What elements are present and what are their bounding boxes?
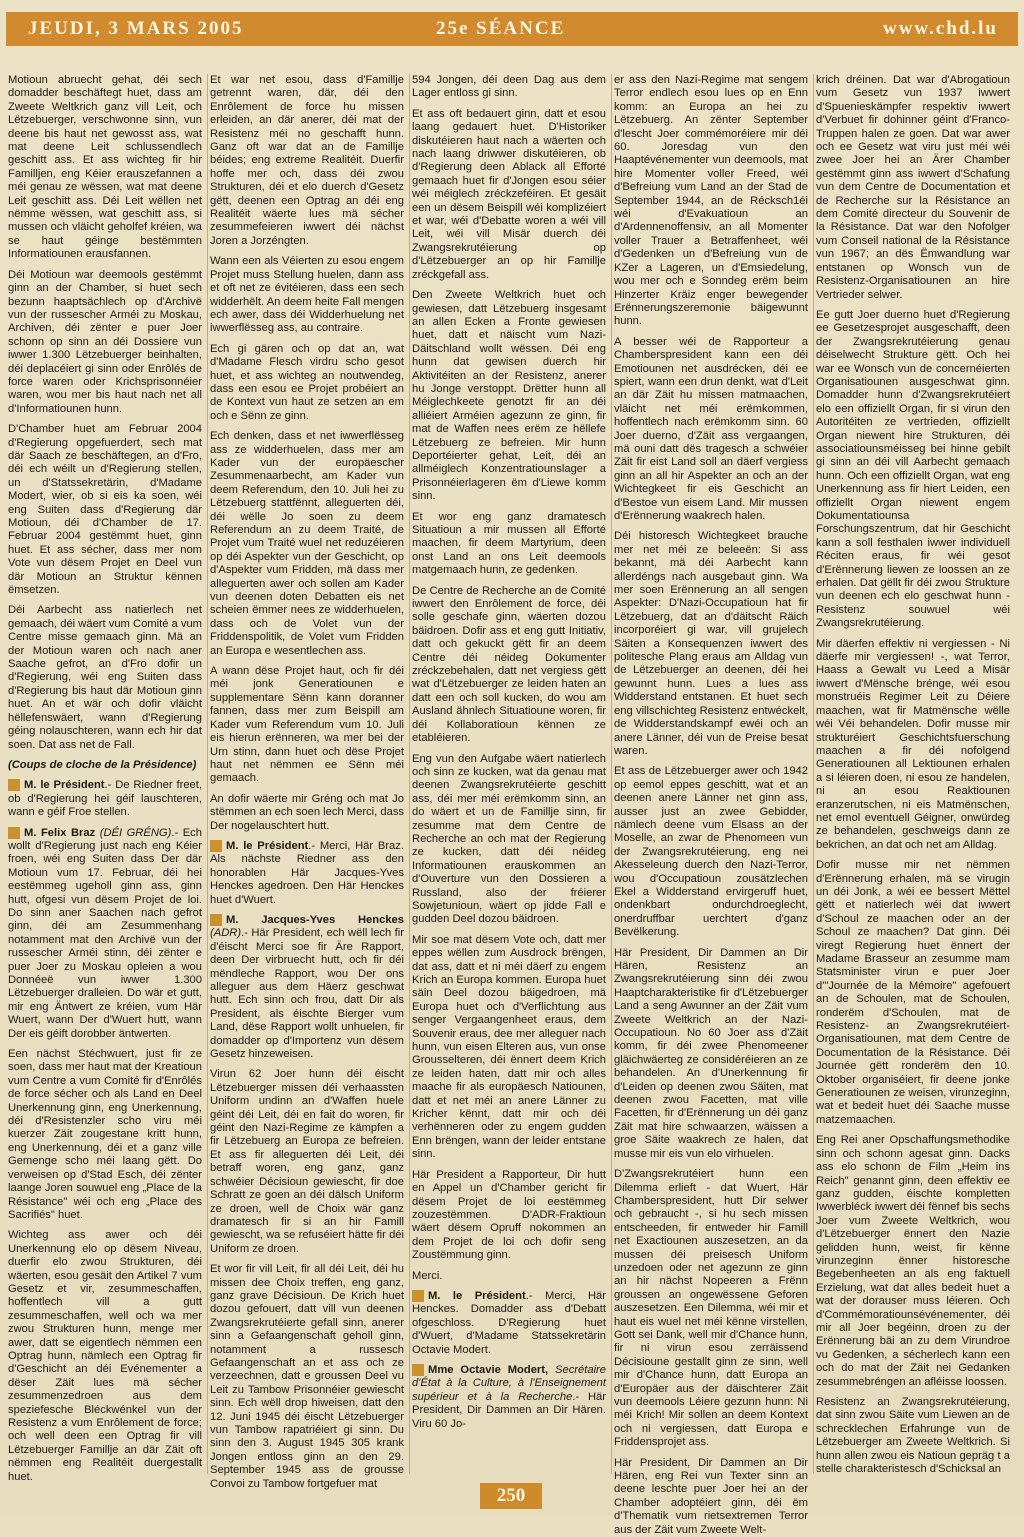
- speaker-name: Mme Octavie Modert,: [412, 1364, 548, 1376]
- paragraph: An dofir wäerte mir Gréng och mat Jo stëmmen an ech soen lech Merci, dass Der nogelauschtert hutt.: [210, 792, 405, 832]
- paragraph: Dofir musse mir net nëmmen d'Erënnerung erhalen, mä se virugin un déi Jonk, a wéi ee bessert Mëttel gëtt et natierlech wéi dat iwwert d'Schoul ze maachen oder an der Schoul ze maachen? Dat ginn. Déi viregt Regierung huet ënnert der Madame Brasseur an zesumme mam Statsminister virun e puer Joer d'"Journée de la Mémoire" agefouert an de Schoulen, mat de Schoulen, ronderëm d'Schoulen, mat de Resistenz- an Zwangsrekrutéiert-Organisatiounen, mat dem Centre de Documentation de la Résistance. Déi Journée gëtt ronderëm den 10. Oktober organiséiert, fir deene jonke Generatiounen ze weisen, virunzeginn, wat et bedeit huet déi Saache musse matzemaachen.: [816, 859, 1010, 1126]
- paragraph: Virun 62 Joer hunn déi éischt Lëtzebuerger missen déi verhaassten Uniform undinn an d'Waffen huele géint déi Leit, déi en fait do woren, fir géint den Nazi-Regime ze kämpfen a fir Lëtzebuerg an Europa ze befreien. Et ass fir alleguerten déi Leit, déi betraff woren, eng ganz, ganz schwéier Décisioun gewiescht, fir doe Schratt ze goen an déi dälsch Uniform ze droen, well de Choix wär ganz dramatesch fir si an hir Famill gewiescht, wa se refuséiert hätte fir déi Uniform ze droen.: [210, 1068, 404, 1255]
- speaker-turn: [210, 914, 404, 1061]
- paragraph: er ass den Nazi-Regime mat sengem Terror endlech esou lues op en Enn komm: an Europa an hei zu Lëtzebuerg. An zënter September d'lescht Joer commémoréiere mir déi 60. Joresdag vun den Haaptévénementer vun deemools, mat hire Momenter voller Freed, wéi d'Befreiung vum Land an der Stad de September 1944, an de Récksch1éi wéi d'Evakuatioun an d'Ardennenoffensiv, an all Momenter voller Trauer a Betraffenheet, wéi d'Gedenken un d'Befreiung vun de KZer a Lageren, un d'Emsiedelung, wou mer och e Sonndeg erëm beim Hinzerter Kräiz enger bewegender Erënnerungszeremonie bäigewunnt hunn.: [614, 74, 808, 328]
- paragraph: Eng Rei aner Opschaffungsmethodike sinn och schonn agesat ginn. Dacks ass elo schonn de Film „Heim ins Reich" genannt ginn, deen effektiv ee ganz gudden, éischte kompletten Iwwerbléck iwwert déi fënnef bis sechs Joer vum Zweete Weltkrich, wou d'Lëtzebuerger ënnert den Nazie gelidden hunn, weist, fir kënne virunzeginn ënner historesche Begebenheeten an als eng faktuell Erzielung, wat dat alles bedeit huet a wat der dorauser muss léieren. Och d'Commémoratiounsévénementer, déi mir all Joer begéinn, droen zu der Erënnerung bäi an zu dem Virundroe vu Gedenken, a sécherlech kann een och do mat der Zäit nei Gedanken zesummebréngen an afléisse loossen.: [816, 1134, 1010, 1388]
- paragraph: Här President, Dir Dammen an Dir Hären, Resistenz an Zwangsrekrutéierung sinn déi zwou Haaptcharakteristike fir d'Lëtzebuerger Land a seng Awunner an der Zäit vum Zweete Weltkrich an der Nazi-Occupatioun. No 60 Joer ass d'Zäit komm, fir déi zwee Phenomeener gläichwäerteg ze considéréieren an ze behandelen. An d'Unerkennung fir d'Leiden op deenen zwou Säiten, mat deenen zwou Facetten, mat ville Facetten, fir d'Erënnerung un déi ganz Zäit mat hire schwaarzen, wäissen a groe Säite waakrech ze halen, dat musse mir eis vun elo virhuelen.: [614, 946, 808, 1160]
- header-session: 25e SÉANCE: [436, 18, 566, 39]
- speaker-name: M. Felix Braz: [8, 827, 95, 839]
- paragraph: Ech gi gären och op dat an, wat d'Madame Flesch virdru scho gesot huet, et ass wichteg an noutwendeg, dass een esou ee Projet probéiert an de Kontext vun haut ze setzen an em och e Sënn ze ginn.: [210, 342, 404, 422]
- speech-text: .- Här President, ech wëll lech fir d'éischt Merci soe fir Äre Rapport, deen Der virbruecht hutt, och fir déi mëndleche Rapport, wou Der ons alleguer aus dem Häerz geschwat hutt. Ech sinn och frou, datt Dir als President, als éischte Bierger vum Land, dëse Rapport wollt unhuelen, fir domadder op d'Importenz vun dësem Gesetz hinzeweisen.: [210, 927, 404, 1061]
- speaker-turn: [412, 1364, 606, 1431]
- paragraph: Wichteg ass awer och déi Unerkennung elo op dësem Niveau, duerfir elo zwou Strukturen, déi wäerten, esou gesäit den Artikel 7 vum Gesetz et vir, zesummeschaffen, hoffentlech vill a gutt zesummeschaffen, well och wa mer zwou Strukturen hunn, menge mer awer, datt se eigentlech nëmmen een Optrag hunn, nämlech een Optrag fir d'Geschicht an déi Evénementer a dëser Zäit lues mä sécher zesummenzedroen aus dem speziefesche Bléckwénkel vun der Resistenz a vum Enrôlement de force; och well deen een Optrag fir vill Lëtzebuerger Famillje an där Zäit oft nëmmen eng Realitéit duergestallt huet.: [8, 1229, 202, 1483]
- speaker-name: M. Jacques-Yves Henckes: [210, 914, 404, 926]
- column-1: [8, 74, 202, 1484]
- paragraph: Ee gutt Joer duerno huet d'Regierung ee Gesetzesprojet ausgeschafft, deen der Zwangsrekrutéierung genau déiselwecht Strukture gëtt. Och hei war ee Wonsch vun de concernéierten Organisatiounen ausgeschwat ginn. Domadder hunn d'Zwangsrekrutéiert elo een offiziellt Organ, fir si virun den Autoritéiten ze vertrieden, offiziellt Organ niewent hire Strukturen, déi associatiounsméisseg bei hinne gebilt gi sinn an déi vill Aarbecht gemaach hunn. Och een offiziellt Organ, wat eng Unerkennung ass fir hiert Leiden, een offiziellt Organ niewent engem Dokumentatiounsa Forschungszentrum, dat hir Geschicht kann a soll festhalen iwwer individuell Réciten eraus, fir wéi gesot d'Erënnerung liewen ze loossen an ze erhalen. Dat gëllt fir déi zwou Strukture vun deenen ech elo geschwat hunn - Resistenz souwuel wéi Zwangsrekrutéierung.: [816, 308, 1010, 630]
- header-date: JEUDI, 3 MARS 2005: [28, 18, 244, 39]
- paragraph: Mir däerfen effektiv ni vergiessen - Ni däerfe mir vergiessen! -, wat Terror, Haass a Gewalt vu Leed a Misär iwwert d'Mënsche brénge, wéi esou monstruéis Regimer Leit zu Déiere maachen, wat fir Matmënsche wëlle wéi Véi behandelen. Dofir musse mir strukturéiert Geschichtsfuerschung maachen a fir déi nofolgend Generatiounen all Lektiounen erhalen a si léieren doen, ni esou ze handelen, ni an esou Reaktiounen eranzerutschen, ni eis Matmënschen, net emol eventuell Géigner, onwürdeg ze behandelen, geschweigs dann ze bekrichen, an dat och net am Alldag.: [816, 637, 1010, 851]
- speaker-role: Secrétaire d'État à la Culture, à l'Enseignement supérieur et à la Recherche: [412, 1363, 607, 1403]
- paragraph: D'Chamber huet am Februar 2004 d'Regierung opgefuerdert, sech mat där Saach ze beschäftegen, an d'Fro, déi ech wéilt un d'Regierung stellen, un d'Statssekretärin, d'Madame Modert, wier, ob si eis ka soen, wéi eng Suiten dass d'Regierung där Motioun, déi d'Chamber de 17. Februar 2004 gestëmmt huet, ginn huet. Et ass sécher, dass mer nom Vote vun dësem Projet en Deel vun där Motioun an Struktur kënnen ëmsetzen.: [8, 423, 202, 597]
- paragraph: Een nächst Stéchwuert, just fir ze soen, dass mer haut mat der Kreatioun vum Centre a vum Comité fir d'Enrôlés de force sécher och als Land en Deel Unerkennung ginn, eng Unerkennung, déi d'Resistenzler scho viru méi kuerzer Zäit zougestane kritt hunn, eng Unerkennung, déi et a ganz ville Gemenge scho méi laang gëtt. Do verweisen op d'Stad Esch, déi zënter laange Joren souwuel eng „Place de la Résistance" wéi och eng „Place des Sacrifiés" huet.: [8, 1048, 202, 1221]
- paragraph: Här President, Dir Dammen an Dir Hären, eng Rei vun Texter sinn an deene leschte puer Joer hei an der Chamber adoptéiert ginn, déi ëm d'Thematik vum rietsextremen Terror aus der Zäit vum Zweete Welt-: [614, 1456, 808, 1536]
- paragraph: Et ass oft bedauert ginn, datt et esou laang gedauert huet. D'Historiker diskutéieren haut nach a wäerten och nach laang driwwer diskutéieren, ob d'Regierung deen Ablack all Efforté gemaach huet fir d'Jongen esou séier wéi méiglech zréckzeféiren. Et gesäit een un dësem Beispill wéi komplizéiert et war, wéi d'Debatte woren a wéi vill Leit, wéi vill Misär duerch déi Zwangsrekrutéierung op d'Lëtzebuerger an op hir Famillje zréckgefall ass.: [412, 107, 606, 281]
- speaker-party: (ADR): [210, 927, 242, 940]
- speech-text: .- Här President, Dir Dammen an Dir Hären. Viru 60 Jo-: [412, 1390, 606, 1430]
- column-5: [816, 74, 1010, 1484]
- speaker-turn: [8, 779, 202, 819]
- stage-direction: (Coups de cloche de la Présidence): [8, 758, 197, 771]
- paragraph: Déi Motioun war deemools gestëmmt ginn an der Chamber, si huet sech bezunn haaptsächlech op d'Archivë vun der russescher Arméi zu Moskau, Archiven, déi zënter e puer Joer schonn op sinn an déi Dossiere vun iwwer 1.300 Lëtzebuerger beinhalten, déi deplacéiert gi sinn oder Enrôlés de force waren oder Krichsprisonnéier waren, wou mer bis haut nach net all d'Informatiounen hunn.: [8, 268, 202, 415]
- paragraph: Merci.: [412, 1269, 443, 1282]
- paragraph: Här President a Rapporteur, Dir hutt en Appel un d'Chamber gericht fir dësem Projet de loi eestëmmeg zouzestëmmen. D'ADR-Fraktioun wäert dësem Opruff nokommen an dem Projet de loi och dofir seng Zoustëmmung ginn.: [412, 1168, 606, 1262]
- paragraph: Wann een als Véierten zu esou engem Projet muss Stellung huelen, dann ass et oft net ze évitéieren, dass een sech widderhëlt. An deem heite Fall mengen ech awer, dass déi Widderhuelung net iwwerflësseg ass, au contraire.: [210, 255, 404, 335]
- column-2: [210, 74, 405, 1490]
- speech-text: .- Ech wollt d'Regierung just nach eng Kéier froen, wéi eng Suiten dass Der där Motioun vum 17. Februar, déi hei eestëmmeg ugeholl ginn ass, ginn hutt, ofgesi vun dësem Projet de loi. Do sinn aner Saachen nach gefrot ginn, déi am Zesummenhang notamment mat den Archivë vun der russescher Arméi stinn, déi zënter e puer Joer zu Moskau opleien a wou Donnéeë vun iwwer 1.300 Lëtzebuerger dralleien. Do wär et gutt, mir eng Äntwert ze kréien, vum Här Wuert, wann Der d'Wuert hutt, wann Der eis géift dorobber äntwerten.: [8, 826, 202, 1040]
- speaker-name: M. le Président: [8, 779, 105, 791]
- paragraph: Et war net esou, dass d'Famillje getrennt waren, där, déi den Enrôlement de force hu missen erleiden, an där anerer, déi mat der Resistenz méi no geschafft hunn. Ganz oft war dat an de Famillje béides; eng extreme Realitéit. Duerfir hoffe mer och, dass déi zwou Strukturen, déi et elo duerch d'Gesetz gëtt, deenen een Optrag an déi eng Realitéit wäerte lues mä sécher zesummefeieren iwwert déi nächst Joren a Jorzéngten.: [210, 74, 404, 247]
- column-3: [412, 74, 606, 1484]
- paragraph: D'Zwangsrekrutéiert hunn een Dilemma erlieft - dat Wuert, Här Chamberspresident, hutt Dir selwer och gebraucht -, si hu sech missen entscheeden, fir entweder hir Famill net Exactiounen auszesetzen, an da mussen déi preisesch Uniform unzedoen oder net agezunn ze ginn an hir nächst Nopeeren a Frënn groussen an ongewëssene Geforen auszesetzen. Een Dilemma, wéi mir et haut eis wuel net méi kënne virstellen, Gott sei Dank, well mir d'Chance hunn, fir ni virun esou zerräissend Décisioune gestallt ginn ze sinn, well mir d'Chance hunn, datt Europa an d'Europäer aus der däischterer Zäit vun deemools Léiere gezunn hunn: Ni méi Krich! Mir sollen an deem Kontext och ni vergiessen, datt Europa e Friddensprojet ass.: [614, 1168, 808, 1449]
- paragraph: Et ass de Lëtzebuerger awer och 1942 op eemol eppes geschitt, wat et an deenen anere Länner net ginn ass, ausser just an zwee Gebidder, nämlech deene vum Elsass an der Moselle, an zwar de Phenomeen vun der Zwangsrekrutéierung, eng nei Akesseleung duerch den Nazi-Terror, wou d'Occupatioun zousätzlechen Ekel a Widderstand ervirgeruff huet, ondenkbart ondurchdroeglecht, onerdruffbar uerchtert d'ganz Bevëlkerung.: [614, 765, 808, 939]
- paragraph: Et wor fir vill Leit, fir all déi Leit, déi hu missen dee Choix treffen, eng ganz, ganz grave Décisioun. De Krich huet dozou gefouert, datt vill vun deenen Zwangsrekrutéierte gefall sinn, anerer sinn a Gefaangenschaft geholl ginn, notamment a russesch Gefaangenschaft an et ass och ze verzeechnen, datt e groussen Deel vu Leit zu Tambow Prisonnéier gewiescht sinn. Ech wëll drop hiweisen, datt den 12. Juni 1945 déi éischt Lëtzebuerger vun Tambow rapatriéiert gi sinn. Du sinn den 3. August 1945 305 krank Jongen entloss ginn an den 29. September 1945 ass de grousse Convoi zu Tambow fortgefuer mat: [210, 1263, 404, 1490]
- speech-text: .- Merci, Här Henckes. Domadder ass d'Debatt ofgeschloss. D'Regierung huet d'Wuert, d'Madame Statssekretärin Octavie Modert.: [412, 1289, 606, 1356]
- paragraph: Den Zweete Weltkrich huet och gewiesen, datt Lëtzebuerg insgesamt an allen Ecken a Fronte gewiesen huet, datt et näischt vum Nazi-Däitschland wollt wëssen. Déi eng hunn dat gewisen duerch hir Aktivitéiten an der Resistenz, anerer hu Jonge verstoppt. Drëtter hunn all Méiglechkeete genotzt fir an déi alliéiert Arméien agezunn ze ginn, fir mat de Waffen nees erëm ze hëllefe Lëtzebuerg ze befreien. Mir hunn Deportéierter gehat, Leit, déi an allméiglech Konzentratiounslager a Prisonnéierlageren ëm d'Liewe komm sinn.: [412, 289, 606, 503]
- speaker-party: (DÉI GRÉNG): [99, 826, 172, 839]
- header-url[interactable]: www.chd.lu: [882, 18, 998, 39]
- speech-text: .- De Riedner freet, ob d'Regierung hei géif lauschteren, wann e géif Froe stellen.: [8, 779, 202, 819]
- speech-text: .- Merci, Här Braz. Als nächste Riedner ass den honorablen Här Jacques-Yves Henckes agedroen. Den Här Henckes huet d'Wuert.: [210, 839, 404, 906]
- paragraph: Et wor eng ganz dramatesch Situatioun a mir mussen all Efforté maachen, fir deem Martyrium, deen onst Land an ons Leit deemools matgemaach hunn, ze gedenken.: [412, 510, 606, 577]
- paragraph: Motioun abruecht gehat, déi sech domadder beschäftegt huet, dass am Zweete Weltkrich ganz vill Leit, och Lëtzebuerger, verschwonne sinn, vun deene bis haut net gewosst ass, wat mat deene Leit schlussendlech geschitt ass. Et ass wichteg fir hir Familljen, eng Kéier erauszefannen a méi genau ze wëssen, wat mat deene Leit geschitt ass. Déi Leit wëllen net nëmme wëssen, wat geschitt ass, si mussen och vläicht geholfef kréien, wa se haut géinge bestëmmten Informatiounen erausfannen.: [8, 74, 202, 261]
- paragraph: Ech denken, dass et net iwwerflësseg ass ze widderhuelen, dass mer am Kader vun der europäescher Zesummenaarbecht, am Kader vun deem Referendum, den 10. Juli hei zu Lëtzebuerg stattfënnt, alleguerten déi, déi wëlle Jo soen zu deem Referendum an zu deem Traité, de Projet vum Traité wuel net reduzéieren op déi Aspekter vun der Geschicht, op d'Aspekter vum Fridden, mä dass mer alleguerten awer och sollen am Kader vun deenen doten Debatten eis net scheien ëmmer nees ze widderhuelen, dass och de Volet vun der Friddenspolitik, de Volet vum Fridden an Europa e wesentlechen ass.: [210, 430, 404, 657]
- speaker-turn: [210, 840, 404, 907]
- paragraph: Mir soe mat dësem Vote och, datt mer eppes wëllen zum Ausdrock brëngen, dat ass, datt et ni méi däerf zu engem Krich an Europa kommen. Europa huet säin Deel dozou bäigedroen, mä Europa huet och d'Verflichtung aus senger Vergaangenheet eraus, dem Souvenir eraus, dee mer alleguer nach hunn, vun eisen Elteren aus, vun onse Grousselteren, déi ënnert deem Krich ze leiden haten, datt mir och alles maache fir als europäesch Natiounen, datt et net méi an anere Länner zu Kricher kënnt, datt mir och déi verhënneren oder zu engem gudden Enn brëngen, wann der leider entstane sinn.: [412, 933, 606, 1161]
- paragraph: Resistenz an Zwangsrekrutéierung, dat sinn zwou Säite vum Liewen an de schrecklechen Erfahrunge vun de Lëtzebuerger am Zweete Weltkrich. Si hunn allen zwou eis Natioun gepräg t a stelle charakteristesch d'Schicksal an: [816, 1396, 1010, 1476]
- column-4: [614, 74, 808, 1536]
- page-header: [6, 12, 1018, 46]
- speaker-turn: [8, 827, 202, 1042]
- speaker-name: M. le Président: [210, 840, 308, 852]
- paragraph: Déi Aarbecht ass natierlech net gemaach, déi wäert vum Comité a vum Centre misse gemaach ginn. Mä an der Motioun waren och nach aner Saache gefrot, an d'Fro dofir un d'Regierung, wéi eng Suiten dass d'Regierung bis haut där Motioun ginn huet. An et wär och dofir vläicht hëllefenswäert, wann d'Regierung géing nolauschteren, wann ech hir dat soen. Dat ass net de Fall.: [8, 604, 202, 751]
- paragraph: krich dréinen. Dat war d'Abrogatioun vum Gesetz vun 1937 iwwert d'Spuenieskämpfer respektiv iwwert d'Verbuet fir dohinner géint d'Franco-Truppen halen ze goen. Dat war awer och ee Gesetz wat viru just méi wéi zwee Joer hei an Ärer Chamber gestëmmt ginn ass iwwert d'Schafung vun dem Centre de Documentation et de Recherche sur la Résistance an dem Comité directeur du Souvenir de la Résistance. Dat war den Nofolger vum Conseil national de la Résistance vun 1967; an dës Ëmwandlung war entstanen op Wonsch vun de Resistenz-Organisatiounen an hire Vertrieder selwer.: [816, 74, 1010, 301]
- speaker-name: M. le Président: [412, 1290, 526, 1302]
- speaker-turn: [412, 1290, 606, 1357]
- paragraph: A besser wéi de Rapporteur a Chamberspresident kann een déi Emotiounen net ausdrécken, déi ee spiert, wann een drun denkt, wat d'Leit an där Zäit hu missen matmaachen, vläicht net méi erëmkommen, hoffentlech nach erëmkomm sinn. 60 Joer duerno, d'Zäit ass vergaangen, mä ouni datt dës tragesch a schwéier Zäit fir eist Land soll an däerf vergiess ginn an all hir Aspekter an och an der Wichtegkeet fir eis Geschicht an d'Bestoe vun eisem Land. Mir mussen d'Erënnerung waakrech halen.: [614, 335, 808, 522]
- paragraph: De Centre de Recherche an de Comité iwwert den Enrôlement de force, déi solle geschafe ginn, wäerten dozou bäidroen. Dofir ass et eng gutt Initiativ, datt och gekuckt gëtt fir an deem Centre déi néideg Dokumenter zréckzebehalen, datt net vergiess gëtt wat d'Lëtzebuerger ze leiden haten an datt een och soll kucken, do wou am Ausland ähnlech Situatioune woren, fir déi Kollaboratioun kënnen ze etabléieren.: [412, 584, 606, 745]
- paragraph: A wann dëse Projet haut, och fir déi méi jonk Generatiounen e supplementare Sënn kann doranner fannen, dass mer zum Beispill am Kader vum Referendum vum 10. Juli eis hierun erënneren, wa mer bei der Urn stinn, dann huet och dëse Projet haut net nëmmen ee Sënn méi gemaach.: [210, 665, 404, 785]
- paragraph: 594 Jongen, déi deen Dag aus dem Lager entloss gi sinn.: [412, 74, 606, 100]
- paragraph: Eng vun den Aufgabe wäert natierlech och sinn ze kucken, wat da genau mat deenen Zwangsrekrutéierte geschitt ass, déi mer méi erëmkomm sinn, an do wäert et un de Famillje sinn, fir zesumme mat dem Centre de Recherche an och mat der Regierung ze kucken, datt déi néideg Informatiounen erauskommen an d'Ouverture vun den Dossieren a Russland, also der fréierer Sowjetunioun, wäert op jidde Fall e gudden Deel dozou bäidroen.: [412, 752, 606, 926]
- paragraph: Déi historesch Wichtegkeet brauche mer net méi ze beleeën: Si ass bekannt, mä déi Aarbecht kann allerdéngs nach ausgebaut ginn. Wa mer soen Erënnerung an all sengen Aspekter: D'Nazi-Occupatioun hat fir Lëtzebuerg, dat an d'däitscht Räich incorporéiert gi war, vill grujelech Säiten a Konsequenzen iwwert des politesche Plang eraus am Alldag vun de Lëtzebuerger an deenen, déi hei gewunnt hunn. Lues a lues ass Widderstand entstanen. Et huet sech eng villschichteg Resistenz entwéckelt, de Widderstandskampf ewéi och an anere Länner, déi vun de Preise besat waren.: [614, 530, 808, 757]
- page-number: 250: [480, 1483, 542, 1509]
